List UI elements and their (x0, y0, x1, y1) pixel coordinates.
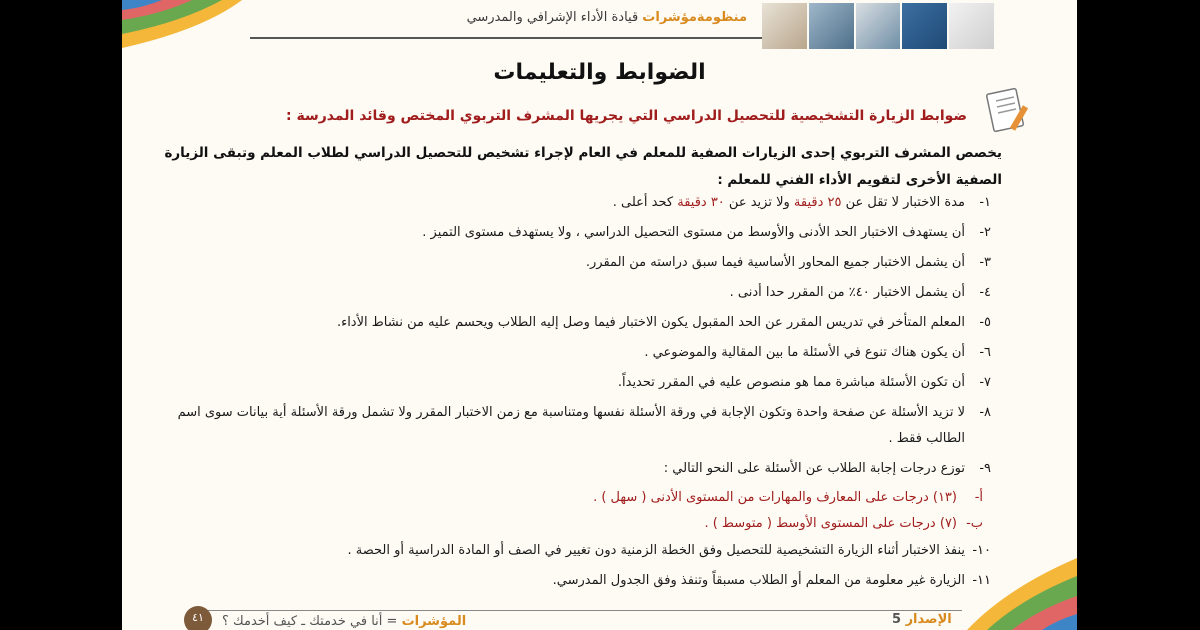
footer-divider (202, 610, 962, 611)
list-item: ١١- الزيارة غير معلومة من المعلم أو الطلاب مسبقاً وتنفذ وفق الجدول المدرسي. (552, 573, 991, 588)
list-item: ٤- أن يشمل الاختبار ٤٠٪ من المقرر حدا أدنى . (729, 285, 991, 300)
sub-list-item: أ- (١٣) درجات على المعارف والمهارات من المستوى الأدنى ( سهل ) . (593, 490, 983, 505)
list-item: ٦- أن يكون هناك تنوع في الأسئلة ما بين المقالية والموضوعي . (644, 345, 991, 360)
list-item: ١٠- ينفذ الاختبار أثناء الزيارة التشخيصية للتحصيل وفق الخطة الزمنية دون تغيير في الصف أو المادة الدراسية أو الحصة . (347, 543, 991, 558)
header-system-name: منظومةمؤشرات قيادة الأداء الإشرافي والمدرسي (466, 10, 747, 25)
section-subtitle: ضوابط الزيارة التشخيصية للتحصيل الدراسي التي يجريها المشرف التربوي المختص وقائد المدرسة : (286, 108, 967, 124)
checklist-icon (982, 85, 1032, 135)
document-page (122, 0, 1077, 630)
header-photo-strip (762, 3, 994, 49)
intro-paragraph: يخصص المشرف التربوي إحدى الزيارات الصفية للمعلم في العام لإجراء تشخيص للتحصيل الدراسي لطلاب المعلم وتبقى الزيارة الصفية الأخرى لتقويم الأداء الفني للمعلم : (164, 145, 1002, 188)
footer-tagline: المؤشرات = أنا في خدمتك ـ كيف أخدمك ؟ (222, 614, 467, 629)
page-number-badge: ٤١ (184, 606, 212, 630)
list-item: ١- مدة الاختبار لا تقل عن ٢٥ دقيقة ولا تزيد عن ٣٠ دقيقة كحد أعلى . (612, 195, 991, 210)
list-item: ٨- لا تزيد الأسئلة عن صفحة واحدة وتكون الإجابة في ورقة الأسئلة نفسها ومتناسبة مع زمن الاختبار المقرر ولا تشمل ورقة الأسئلة أية بيانات سوى اسم الطالب فقط . (177, 405, 991, 446)
list-item: ٣- أن يشمل الاختبار جميع المحاور الأساسية فيما سبق دراسته من المقرر. (585, 255, 991, 270)
list-item: ٩- توزع درجات إجابة الطلاب عن الأسئلة على النحو التالي : (663, 461, 991, 476)
footer-edition: الإصدار 5 (892, 612, 952, 627)
page-title: الضوابط والتعليمات (493, 60, 706, 85)
list-item: ٥- المعلم المتأخر في تدريس المقرر عن الحد المقبول يكون الاختبار فيما وصل إليه الطلاب ويحسم عليه من نشاط الأداء. (336, 315, 991, 330)
list-item: ٧- أن تكون الأسئلة مباشرة مما هو منصوص عليه في المقرر تحديداً. (617, 375, 991, 390)
decorative-swirl-top-left (122, 0, 242, 48)
rules-list (161, 190, 991, 598)
decorative-swirl-bottom-right (967, 558, 1077, 630)
sub-list-item: ب- (٧) درجات على المستوى الأوسط ( متوسط ) . (704, 516, 983, 531)
header-divider (250, 37, 765, 39)
list-item: ٢- أن يستهدف الاختبار الحد الأدنى والأوسط من مستوى التحصيل الدراسي ، ولا يستهدف مستوى التميز . (422, 225, 991, 240)
